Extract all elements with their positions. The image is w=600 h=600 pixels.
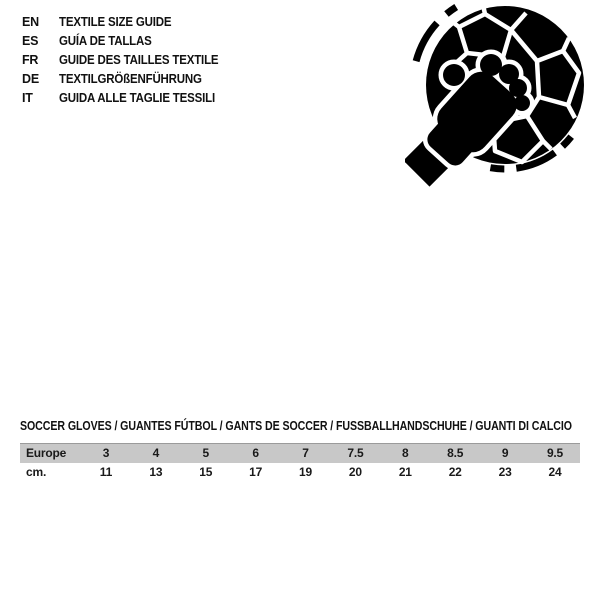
language-row-it bbox=[22, 89, 232, 108]
size-cell: 11 bbox=[99, 465, 113, 479]
language-row-de bbox=[22, 70, 232, 89]
language-label: TEXTILGRÖßENFÜHRUNG bbox=[59, 72, 202, 86]
language-code: FR bbox=[22, 53, 39, 67]
language-title-list bbox=[22, 13, 232, 108]
size-cell: 9 bbox=[480, 444, 530, 464]
glove-thumb bbox=[443, 64, 465, 86]
size-cell: 8 bbox=[380, 444, 430, 464]
size-cell: 6 bbox=[231, 444, 281, 464]
size-cell: 13 bbox=[149, 465, 163, 479]
size-cell: 7 bbox=[281, 444, 331, 464]
language-row-en bbox=[22, 13, 232, 32]
size-cell: 5 bbox=[181, 444, 231, 464]
size-cell: 15 bbox=[199, 465, 213, 479]
size-cell: 8.5 bbox=[430, 444, 480, 464]
size-cell: 19 bbox=[299, 465, 312, 479]
row-label: cm. bbox=[26, 465, 47, 479]
size-cell: 23 bbox=[498, 465, 512, 479]
size-cell: 7.5 bbox=[330, 444, 380, 464]
size-cell: 9.5 bbox=[530, 444, 580, 464]
language-row-fr bbox=[22, 51, 232, 70]
row-label: Europe bbox=[20, 444, 81, 464]
size-cell: 17 bbox=[249, 465, 263, 479]
size-cell: 21 bbox=[398, 465, 412, 479]
table-row-europe bbox=[20, 444, 580, 464]
size-cell: 20 bbox=[348, 465, 362, 479]
language-label: GUÍA DE TALLAS bbox=[59, 34, 152, 48]
size-cell: 22 bbox=[448, 465, 462, 479]
language-code: IT bbox=[22, 91, 33, 105]
table-row-cm bbox=[20, 463, 580, 482]
language-code: EN bbox=[22, 15, 39, 29]
size-table-title: SOCCER GLOVES / GUANTES FÚTBOL / GANTS DE SOCCER / FUSSBALLHANDSCHUHE / GUANTI DI CALCIO bbox=[20, 419, 572, 433]
language-label: TEXTILE SIZE GUIDE bbox=[59, 15, 172, 29]
goalkeeper-glove-soccer-ball-icon bbox=[405, 0, 600, 202]
size-cell: 3 bbox=[81, 444, 131, 464]
language-label: GUIDE DES TAILLES TEXTILE bbox=[59, 53, 219, 67]
language-code: DE bbox=[22, 72, 39, 86]
language-label: GUIDA ALLE TAGLIE TESSILI bbox=[59, 91, 215, 105]
size-cell: 24 bbox=[548, 465, 562, 479]
language-code: ES bbox=[22, 34, 39, 48]
language-row-es bbox=[22, 32, 232, 51]
size-cell: 4 bbox=[131, 444, 181, 464]
size-table bbox=[20, 443, 580, 482]
